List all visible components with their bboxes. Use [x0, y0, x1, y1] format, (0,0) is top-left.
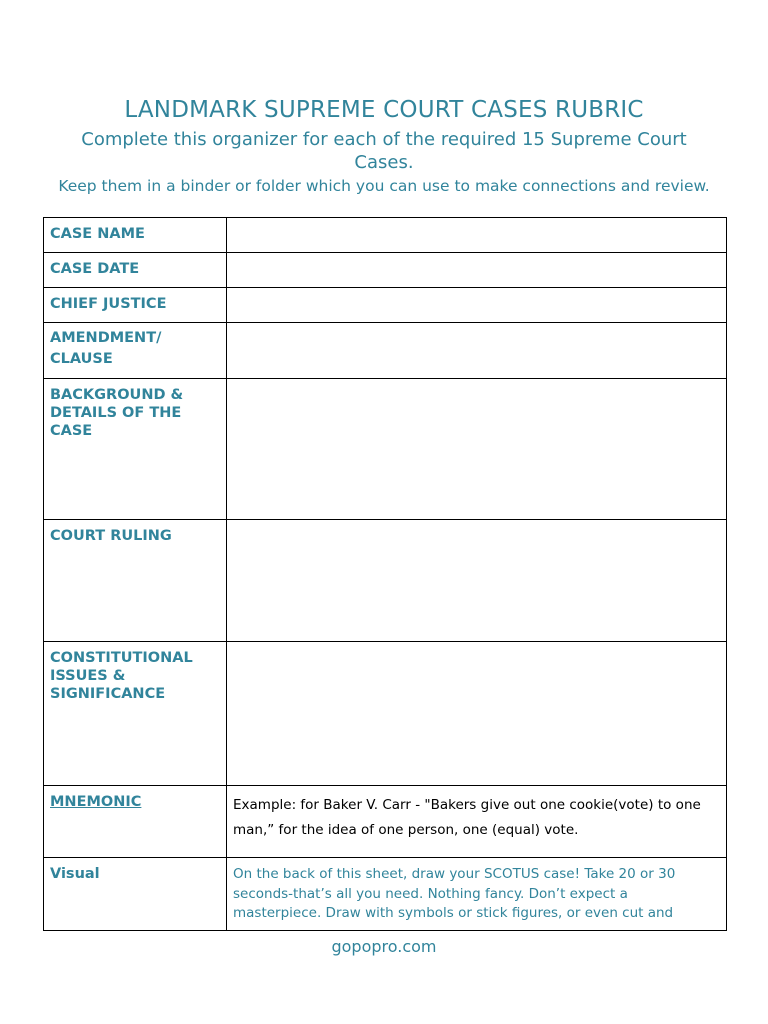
- row-label-amendment-clause: AMENDMENT/ CLAUSE: [44, 323, 227, 379]
- table-row: [44, 379, 727, 520]
- mnemonic-example: Example: for Baker V. Carr - "Bakers give out one cookie(vote) to one man,” for the idea of one person, one (equal) vote.: [233, 797, 701, 838]
- case-date-field[interactable]: [227, 253, 727, 288]
- table-row: [44, 288, 727, 323]
- table-row: [44, 520, 727, 642]
- row-label-case-name: CASE NAME: [44, 218, 227, 253]
- table-row: [44, 323, 727, 379]
- table-row: [44, 253, 727, 288]
- row-label-chief-justice: CHIEF JUSTICE: [44, 288, 227, 323]
- row-label-court-ruling: COURT RULING: [44, 520, 227, 642]
- rubric-table: [43, 217, 727, 931]
- row-label-visual: Visual: [44, 858, 227, 931]
- table-row: [44, 642, 727, 786]
- visual-field[interactable]: [227, 858, 727, 931]
- visual-instructions: On the back of this sheet, draw your SCOTUS case! Take 20 or 30 seconds-that’s all you need. Nothing fancy. Don’t expect a masterpiece. Draw with symbols or stick figures, or even cut and: [233, 866, 676, 921]
- page-subtitle: Complete this organizer for each of the required 15 Supreme Court Cases.: [81, 129, 687, 173]
- row-label-constitutional-issues: CONSTITUTIONAL ISSUES & SIGNIFICANCE: [44, 642, 227, 786]
- instruction-text: Keep them in a binder or folder which you can use to make connections and review.: [58, 177, 710, 195]
- background-field[interactable]: [227, 379, 727, 520]
- footer-site: gopopro.com: [331, 937, 437, 956]
- row-label-background: BACKGROUND & DETAILS OF THE CASE: [44, 379, 227, 520]
- table-row: [44, 858, 727, 931]
- amendment-clause-field[interactable]: [227, 323, 727, 379]
- case-name-field[interactable]: [227, 218, 727, 253]
- mnemonic-field[interactable]: [227, 786, 727, 858]
- mnemonic-label: MNEMONIC: [50, 794, 142, 810]
- row-label-case-date: CASE DATE: [44, 253, 227, 288]
- table-row: [44, 786, 727, 858]
- page-title: LANDMARK SUPREME COURT CASES RUBRIC: [124, 97, 644, 123]
- constitutional-issues-field[interactable]: [227, 642, 727, 786]
- court-ruling-field[interactable]: [227, 520, 727, 642]
- chief-justice-field[interactable]: [227, 288, 727, 323]
- row-label-mnemonic: [44, 786, 227, 858]
- table-row: [44, 218, 727, 253]
